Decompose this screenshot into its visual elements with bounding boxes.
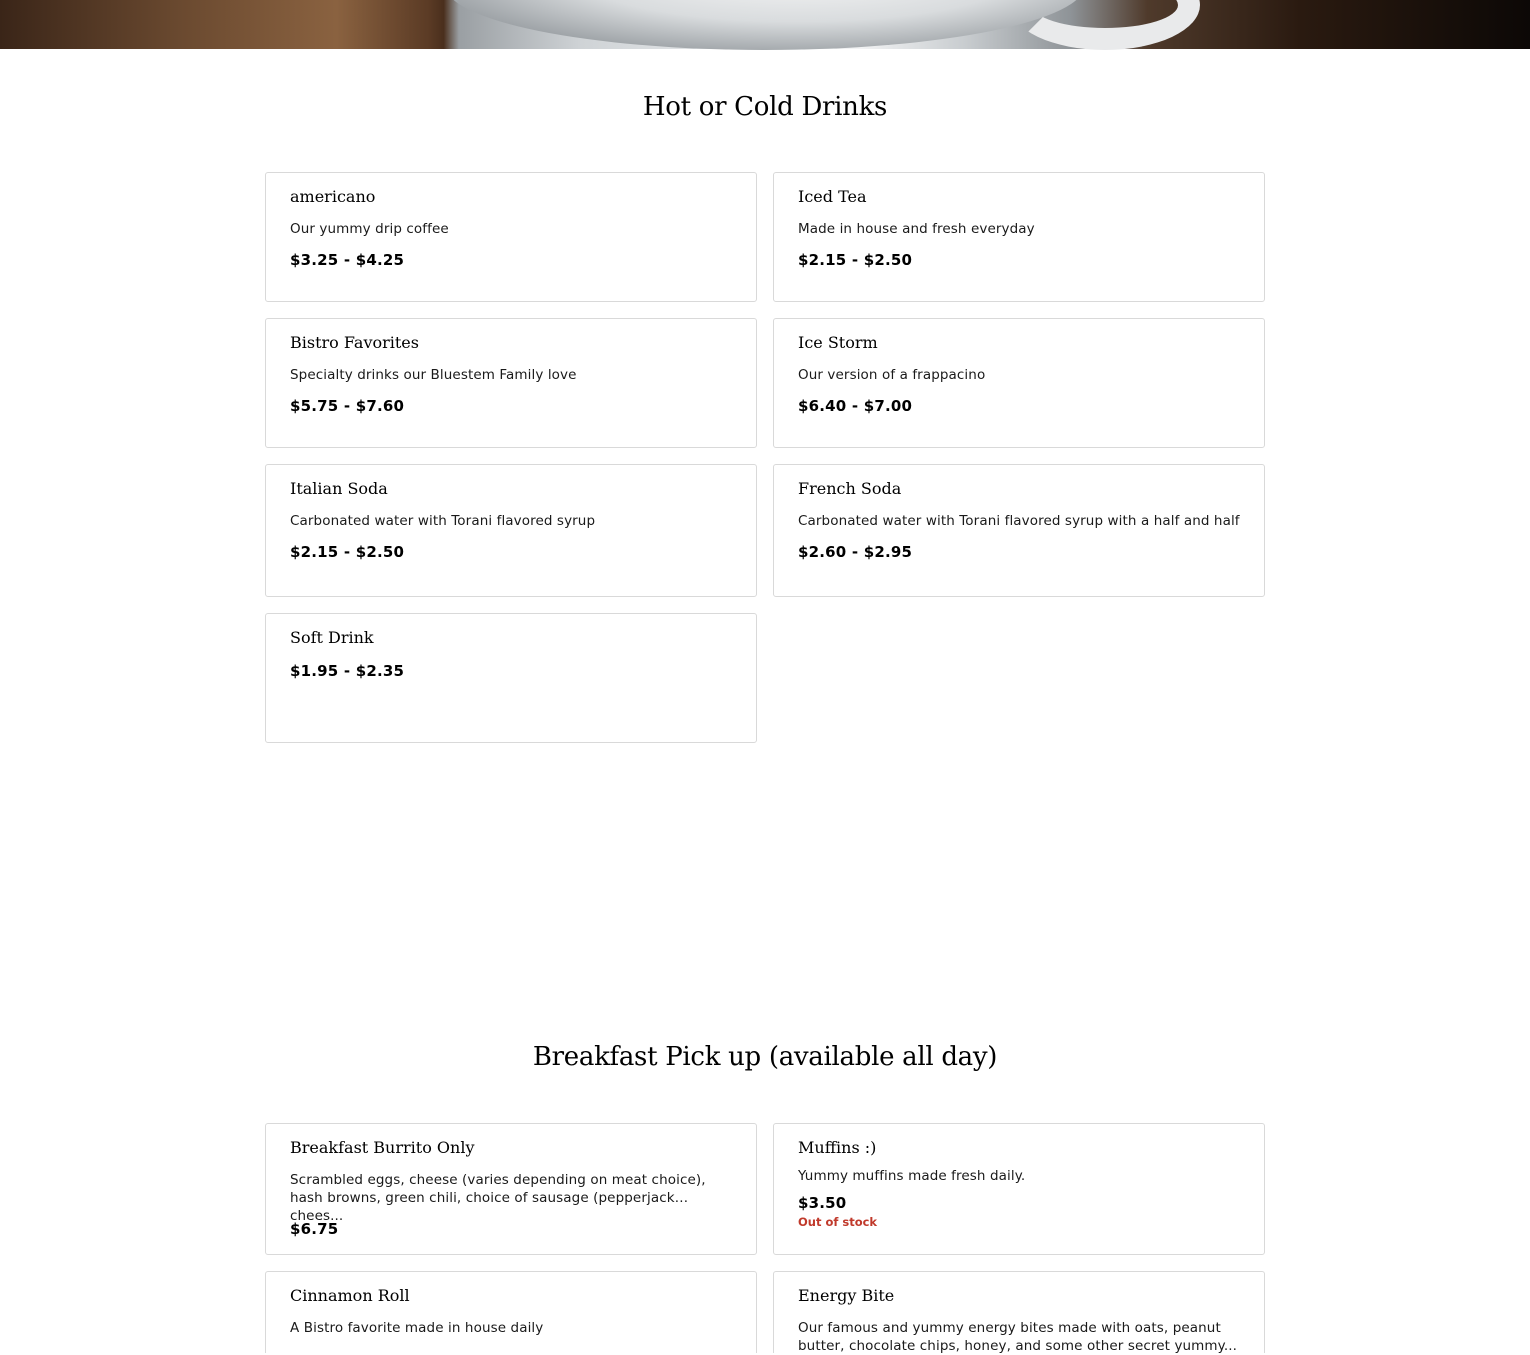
section-title-breakfast: Breakfast Pick up (available all day): [532, 1042, 998, 1072]
coffee-cup-image: [445, 0, 1085, 50]
menu-item-name: Soft Drink: [290, 628, 374, 647]
menu-item-name: Cinnamon Roll: [290, 1286, 410, 1305]
menu-item-card[interactable]: [773, 172, 1265, 302]
menu-item-name: Bistro Favorites: [290, 333, 419, 352]
menu-item-description: Specialty drinks our Bluestem Family love: [290, 367, 577, 383]
menu-item-description: Carbonated water with Torani flavored syrup with a half and half: [798, 513, 1240, 529]
menu-item-name: Energy Bite: [798, 1286, 895, 1305]
menu-item-card[interactable]: [265, 464, 757, 597]
hero-banner-image: [0, 0, 1530, 49]
section-title-drinks: Hot or Cold Drinks: [642, 92, 888, 122]
menu-item-price: $6.75: [290, 1220, 339, 1238]
menu-item-price: $2.15 - $2.50: [290, 543, 405, 561]
menu-item-card[interactable]: [773, 464, 1265, 597]
menu-item-name: Iced Tea: [798, 187, 867, 206]
menu-item-card[interactable]: [265, 172, 757, 302]
menu-item-description: Scrambled eggs, cheese (varies depending on meat choice), hash browns, green chili, choice of sausage (pepperjack chees...: [290, 1172, 706, 1224]
menu-item-description: Our version of a frappacino: [798, 367, 986, 383]
menu-item-card[interactable]: [773, 318, 1265, 448]
menu-item-description: Yummy muffins made fresh daily.: [798, 1168, 1026, 1184]
menu-item-price: $5.75 - $7.60: [290, 397, 405, 415]
menu-item-card[interactable]: [265, 1123, 757, 1255]
menu-item-description: Carbonated water with Torani flavored syrup: [290, 513, 596, 529]
menu-item-price: $2.60 - $2.95: [798, 543, 913, 561]
menu-item-name: Ice Storm: [798, 333, 878, 352]
menu-item-card[interactable]: [265, 613, 757, 743]
menu-item-description: Made in house and fresh everyday: [798, 221, 1035, 237]
menu-item-name: French Soda: [798, 479, 902, 498]
menu-item-description: A Bistro favorite made in house daily: [290, 1320, 544, 1336]
menu-item-price: $3.25 - $4.25: [290, 251, 405, 269]
menu-item-card[interactable]: [265, 318, 757, 448]
menu-item-description: Our yummy drip coffee: [290, 221, 449, 237]
menu-item-name: Muffins :): [798, 1138, 877, 1157]
menu-item-name: Breakfast Burrito Only: [290, 1138, 475, 1157]
cup-handle-image: [1010, 0, 1200, 50]
menu-item-price: $1.95 - $2.35: [290, 662, 405, 680]
out-of-stock-badge: Out of stock: [798, 1215, 878, 1229]
menu-item-price: $3.50: [798, 1194, 847, 1212]
menu-item-price: $6.40 - $7.00: [798, 397, 913, 415]
menu-item-name: americano: [290, 187, 376, 206]
menu-item-card[interactable]: [265, 1271, 757, 1353]
menu-item-card[interactable]: [773, 1123, 1265, 1255]
menu-item-price: $2.15 - $2.50: [798, 251, 913, 269]
menu-item-description: Our famous and yummy energy bites made with oats, peanut butter, chocolate chips, honey, and some other secret yummy...: [798, 1320, 1238, 1354]
menu-item-name: Italian Soda: [290, 479, 388, 498]
menu-item-card[interactable]: [773, 1271, 1265, 1353]
